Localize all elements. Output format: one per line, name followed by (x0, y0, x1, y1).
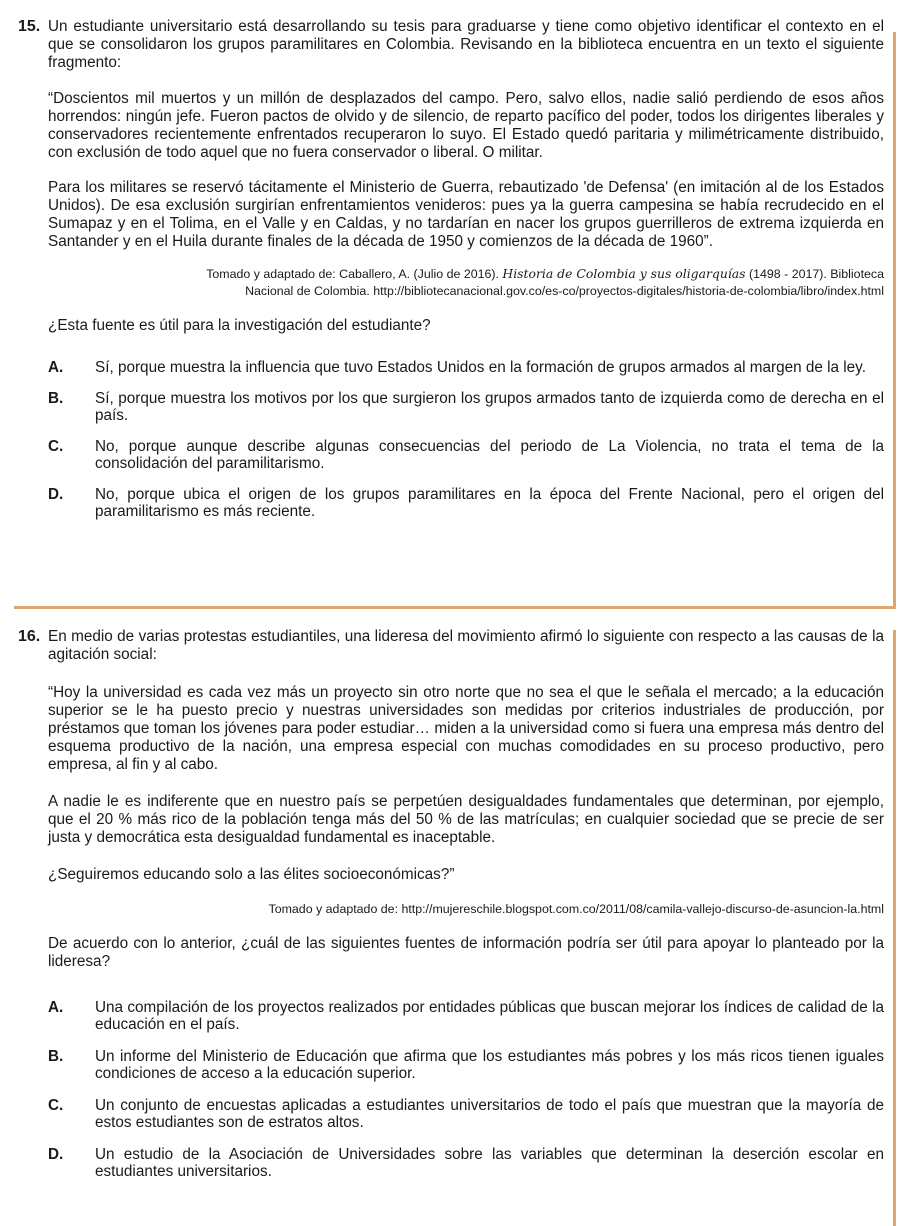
option-letter: A. (48, 359, 64, 376)
option-text: Sí, porque muestra la influencia que tuvo Estados Unidos en la formación de grupos armados al margen de la ley. (95, 359, 866, 376)
source-book-title: Historia de Colombia y sus oligarquías (502, 266, 746, 281)
option-text: No, porque aunque describe algunas consecuencias del periodo de La Violencia, no trata el tema de la consolidación del paramilitarismo. (95, 438, 884, 472)
option-d[interactable] (18, 1146, 884, 1180)
question-stem: Un estudiante universitario está desarrollando su tesis para graduarse y tiene como objetivo identificar el contexto en el que se consolidaron los grupos paramilitares en Colombia. Revisando en la biblioteca encuentra en un texto el siguiente fragmento: (48, 18, 884, 71)
source-suffix: (1498 - 2017). Biblioteca (745, 267, 884, 281)
option-b[interactable] (18, 390, 884, 424)
option-text: Un estudio de la Asociación de Universidades sobre las variables que determinan la deserción escolar en estudiantes universitarios. (95, 1146, 884, 1180)
option-a[interactable] (18, 999, 884, 1033)
option-letter: D. (48, 486, 64, 503)
option-b[interactable] (18, 1048, 884, 1082)
option-a[interactable] (18, 359, 884, 376)
option-text: No, porque ubica el origen de los grupos paramilitares en la época del Frente Nacional, pero el origen del paramilitarismo es más reciente. (95, 486, 884, 520)
source-line-1 (18, 265, 884, 283)
question-15 (18, 18, 884, 520)
question-stem: En medio de varias protestas estudiantiles, una lideresa del movimiento afirmó lo siguiente con respecto a las causas de la agitación social: (48, 628, 884, 663)
source-citation (18, 265, 884, 300)
option-letter: A. (48, 999, 64, 1016)
quote-paragraph-1: “Doscientos mil muertos y un millón de desplazados del campo. Pero, salvo ellos, nadie salió perdiendo de esos años horrendos: ningún jefe. Fueron pactos de olvido y de silencio, de reparto pacífico del poder, todos los dirigentes liberales y conservadores recientemente enfrentados recuperaron lo suyo. El Estado quedó paritaria y milimétricamente distribuido, con exclusión de todo aquel que no fuera conservador o liberal. O militar. (48, 90, 884, 161)
option-letter: B. (48, 390, 64, 407)
source-line-2: Nacional de Colombia. http://bibliotecanacional.gov.co/es-co/proyectos-digitales/historia-de-colombia/libro/index.html (245, 284, 884, 298)
option-c[interactable] (18, 1097, 884, 1131)
quote-paragraph-3: ¿Seguiremos educando solo a las élites socioeconómicas?” (48, 866, 455, 883)
option-letter: C. (48, 1097, 64, 1114)
option-letter: B. (48, 1048, 64, 1065)
question-16-stem-block (18, 628, 884, 664)
quote-paragraph-2: Para los militares se reservó tácitamente el Ministerio de Guerra, rebautizado 'de Defensa' (en imitación al de los Estados Unidos). De esa exclusión surgirían enfrentamientos venideros: pues ya la guerra campesina se había recrudecido en el Sumapaz y en el Tolima, en el Valle y en Caldas, y no tardarían en nacer los grupos guerrilleros de extrema izquierda en Santander y en el Huila durante finales de la década de 1950 y comienzos de la década de 1960”. (48, 179, 884, 250)
source-prefix: Tomado y adaptado de: Caballero, A. (Julio de 2016). (206, 267, 503, 281)
q15-bottom-border (14, 606, 896, 609)
question-16 (18, 628, 884, 1180)
source-citation: Tomado y adaptado de: http://mujereschile.blogspot.com.co/2011/08/camila-vallejo-discurso-de-asuncion-la.html (268, 902, 884, 916)
option-d[interactable] (18, 486, 884, 520)
answer-options (18, 999, 884, 1180)
option-c[interactable] (18, 438, 884, 472)
q15-right-border (893, 32, 896, 607)
q16-right-border (893, 630, 896, 1226)
question-number: 15. (18, 18, 41, 35)
quote-paragraph-2: A nadie le es indiferente que en nuestro país se perpetúen desigualdades fundamentales que determinan, por ejemplo, que el 20 % más rico de la población tenga más del 50 % de las matrículas; en cualquier sociedad que se precie de ser justa y democrática esta desigualdad fundamental es inaceptable. (48, 793, 884, 846)
answer-options (18, 359, 884, 520)
option-letter: C. (48, 438, 64, 455)
question-15-stem-block (18, 18, 884, 72)
option-text: Un informe del Ministerio de Educación que afirma que los estudiantes más pobres y los más ricos tienen iguales condiciones de acceso a la educación superior. (95, 1048, 884, 1082)
option-text: Una compilación de los proyectos realizados por entidades públicas que buscan mejorar los índices de calidad de la educación en el país. (95, 999, 884, 1033)
question-number: 16. (18, 628, 41, 645)
option-text: Sí, porque muestra los motivos por los que surgieron los grupos armados tanto de izquierda como de derecha en el país. (95, 390, 884, 424)
question-prompt: ¿Esta fuente es útil para la investigación del estudiante? (48, 317, 431, 334)
option-text: Un conjunto de encuestas aplicadas a estudiantes universitarios de todo el país que muestran que la mayoría de estos estudiantes son de estratos altos. (95, 1097, 884, 1131)
question-prompt: De acuerdo con lo anterior, ¿cuál de las siguientes fuentes de información podría ser útil para apoyar lo planteado por la lideresa? (48, 935, 884, 970)
option-letter: D. (48, 1146, 64, 1163)
quote-paragraph-1: “Hoy la universidad es cada vez más un proyecto sin otro norte que no sea el que le señala el mercado; a la educación superior se le ha puesto precio y nuestras universidades son medidas por criterios industriales de producción, por préstamos que toman los jóvenes para poder estudiar… miden a la universidad como si fuera una empresa más dentro del esquema productivo de la nación, una empresa especial con muchas comodidades en su proceso productivo, pero empresa, al fin y al cabo. (48, 684, 884, 773)
